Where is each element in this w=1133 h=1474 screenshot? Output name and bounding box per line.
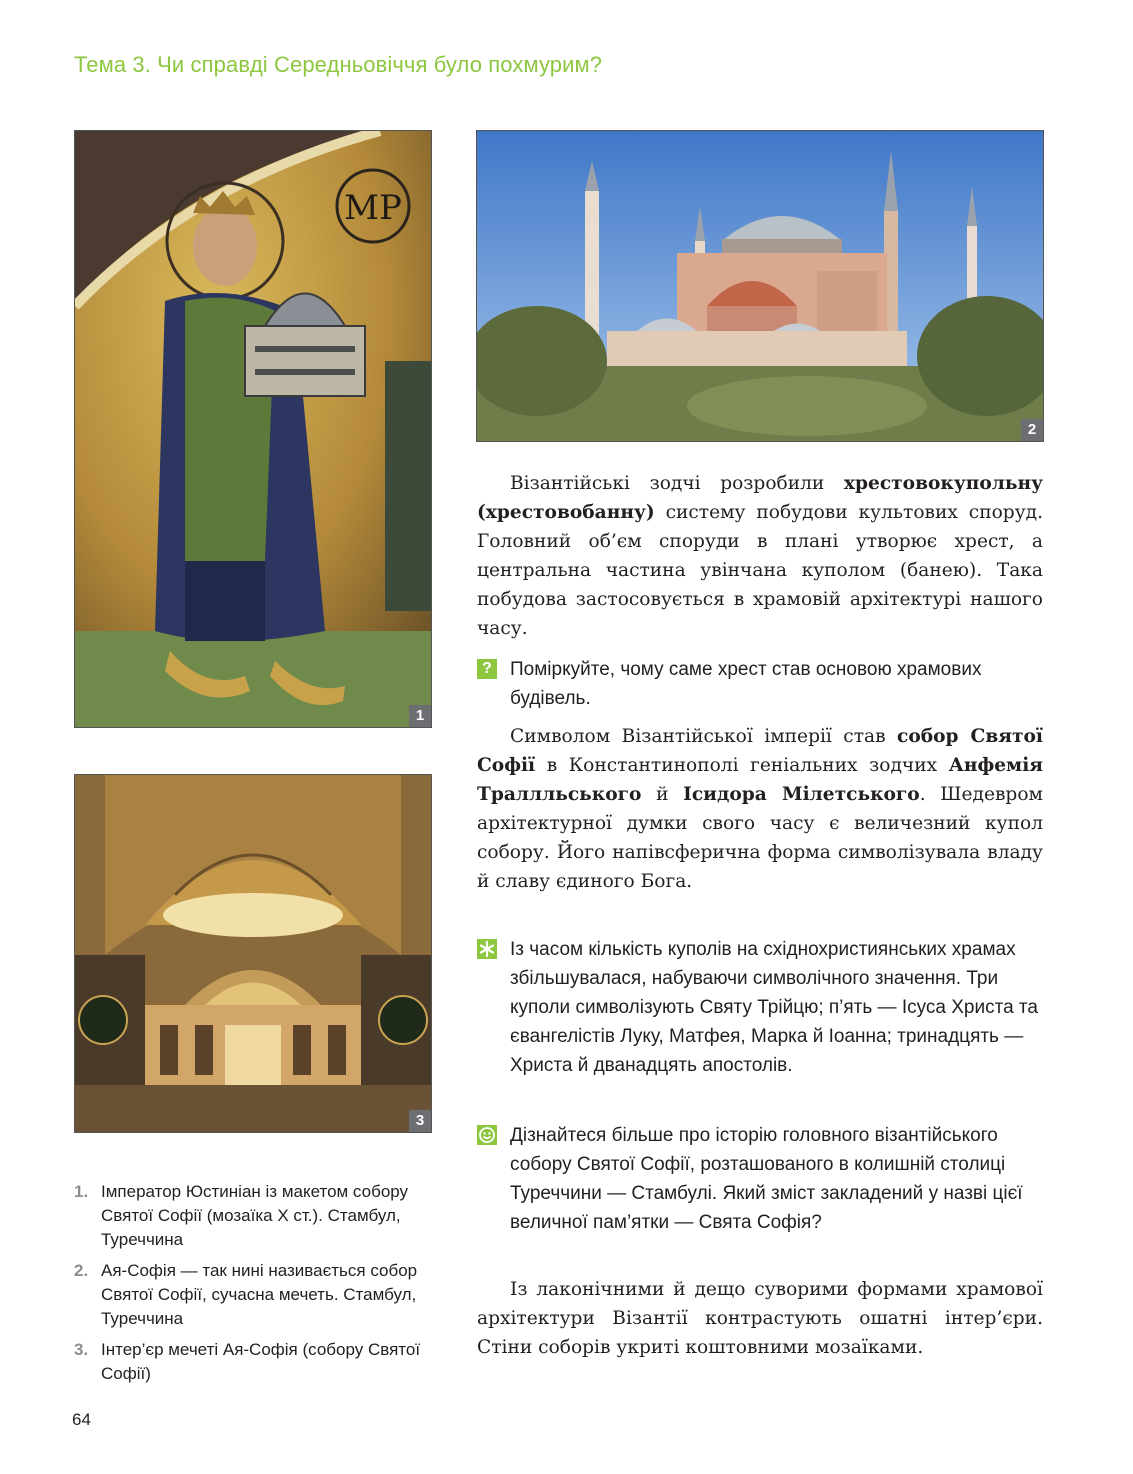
- caption-number: 1.: [74, 1182, 89, 1201]
- asterisk-icon: [477, 939, 497, 959]
- smile-icon: [477, 1125, 497, 1145]
- paragraph-text: й: [641, 784, 684, 805]
- paragraph-text: . Шедевром архітектурної думки свого часу є величезний купол собору. Його напівсферична форма символізувала владу й славу єдиного Бога.: [477, 784, 1043, 892]
- page-number: 64: [72, 1410, 91, 1429]
- photo-number-badge: 3: [409, 1110, 431, 1132]
- interior-image: [75, 775, 431, 1132]
- photo-captions: [74, 1180, 434, 1393]
- page-header-title: Тема 3. Чи справді Середньовіччя було похмурим?: [74, 52, 603, 77]
- paragraph-interiors: [477, 1275, 1043, 1362]
- term-bold: Ісидора Мілетського: [683, 784, 920, 805]
- term-bold: хрестовокупольну (хрестовобанну): [477, 473, 1043, 523]
- caption-text: Інтер’єр мечеті Ая-Софія (собору Святої Софії): [101, 1340, 421, 1383]
- research-text: Дізнайтеся більше про історію головного візантійського собору Святої Софії, розташованого в колишній столиці Туреччини — Стамбулі. Який зміст закладений у назві цієї величної пам’ятки — Свята Софія?: [510, 1125, 1023, 1233]
- paragraph-text: Символом Візантійської імперії став: [510, 726, 898, 747]
- info-text: Із часом кількість куполів на східнохристиянських храмах збільшувалася, набуваючи символічного значення. Три куполи символізують Святу Трійцю; п’ять — Ісуса Христа та євангелістів Луку, Матфея, Марка й Іоанна; тринадцять — Христа й дванадцять апостолів.: [510, 939, 1038, 1076]
- term-bold: Анфемія Траллльського: [477, 755, 1043, 805]
- caption-item: [74, 1180, 434, 1252]
- research-note: [477, 1121, 1043, 1237]
- photo-number-badge: 1: [409, 705, 431, 727]
- paragraph-cross-dome: [477, 469, 1043, 643]
- paragraph-text: систему побудови культових споруд. Головний об’єм споруди в плані утворює хрест, а центральна частина увінчана куполом (банею). Така побудова застосовується в храмовій архітектурі нашого часу.: [477, 502, 1043, 639]
- svg-text:ΜΡ: ΜΡ: [344, 188, 402, 228]
- caption-item: [74, 1338, 434, 1386]
- info-note: [477, 935, 1043, 1080]
- caption-number: 2.: [74, 1261, 89, 1280]
- photo-hagia-sophia-exterior: [476, 130, 1044, 442]
- photo-number-badge: 2: [1021, 419, 1043, 441]
- exterior-image: [477, 131, 1043, 441]
- caption-number: 3.: [74, 1340, 89, 1359]
- paragraph-hagia-sophia: [477, 722, 1043, 896]
- question-text: Поміркуйте, чому саме хрест став основою храмових будівель.: [510, 659, 982, 709]
- caption-item: [74, 1259, 434, 1331]
- caption-text: Імператор Юстиніан із макетом собору Святої Софії (мозаїка X ст.). Стамбул, Туреччина: [101, 1182, 409, 1249]
- caption-text: Ая-Софія — так нині називається собор Святої Софії, сучасна мечеть. Стамбул, Туреччина: [101, 1261, 418, 1328]
- mosaic-image: [75, 131, 431, 727]
- paragraph-text: Візантійські зодчі розробили: [510, 473, 844, 494]
- paragraph-text: Із лаконічними й дещо суворими формами храмової архітектури Візантії контрастують ошатні інтер’єри. Стіни соборів укриті коштовними мозаїками.: [477, 1279, 1043, 1358]
- photo-justinian-mosaic: [74, 130, 432, 728]
- photo-hagia-sophia-interior: [74, 774, 432, 1133]
- term-bold: собор Святої Софії: [477, 726, 1043, 776]
- question-icon: ?: [477, 659, 497, 679]
- question-note: [477, 655, 1043, 713]
- paragraph-text: в Константинополі геніальних зодчих: [535, 755, 949, 776]
